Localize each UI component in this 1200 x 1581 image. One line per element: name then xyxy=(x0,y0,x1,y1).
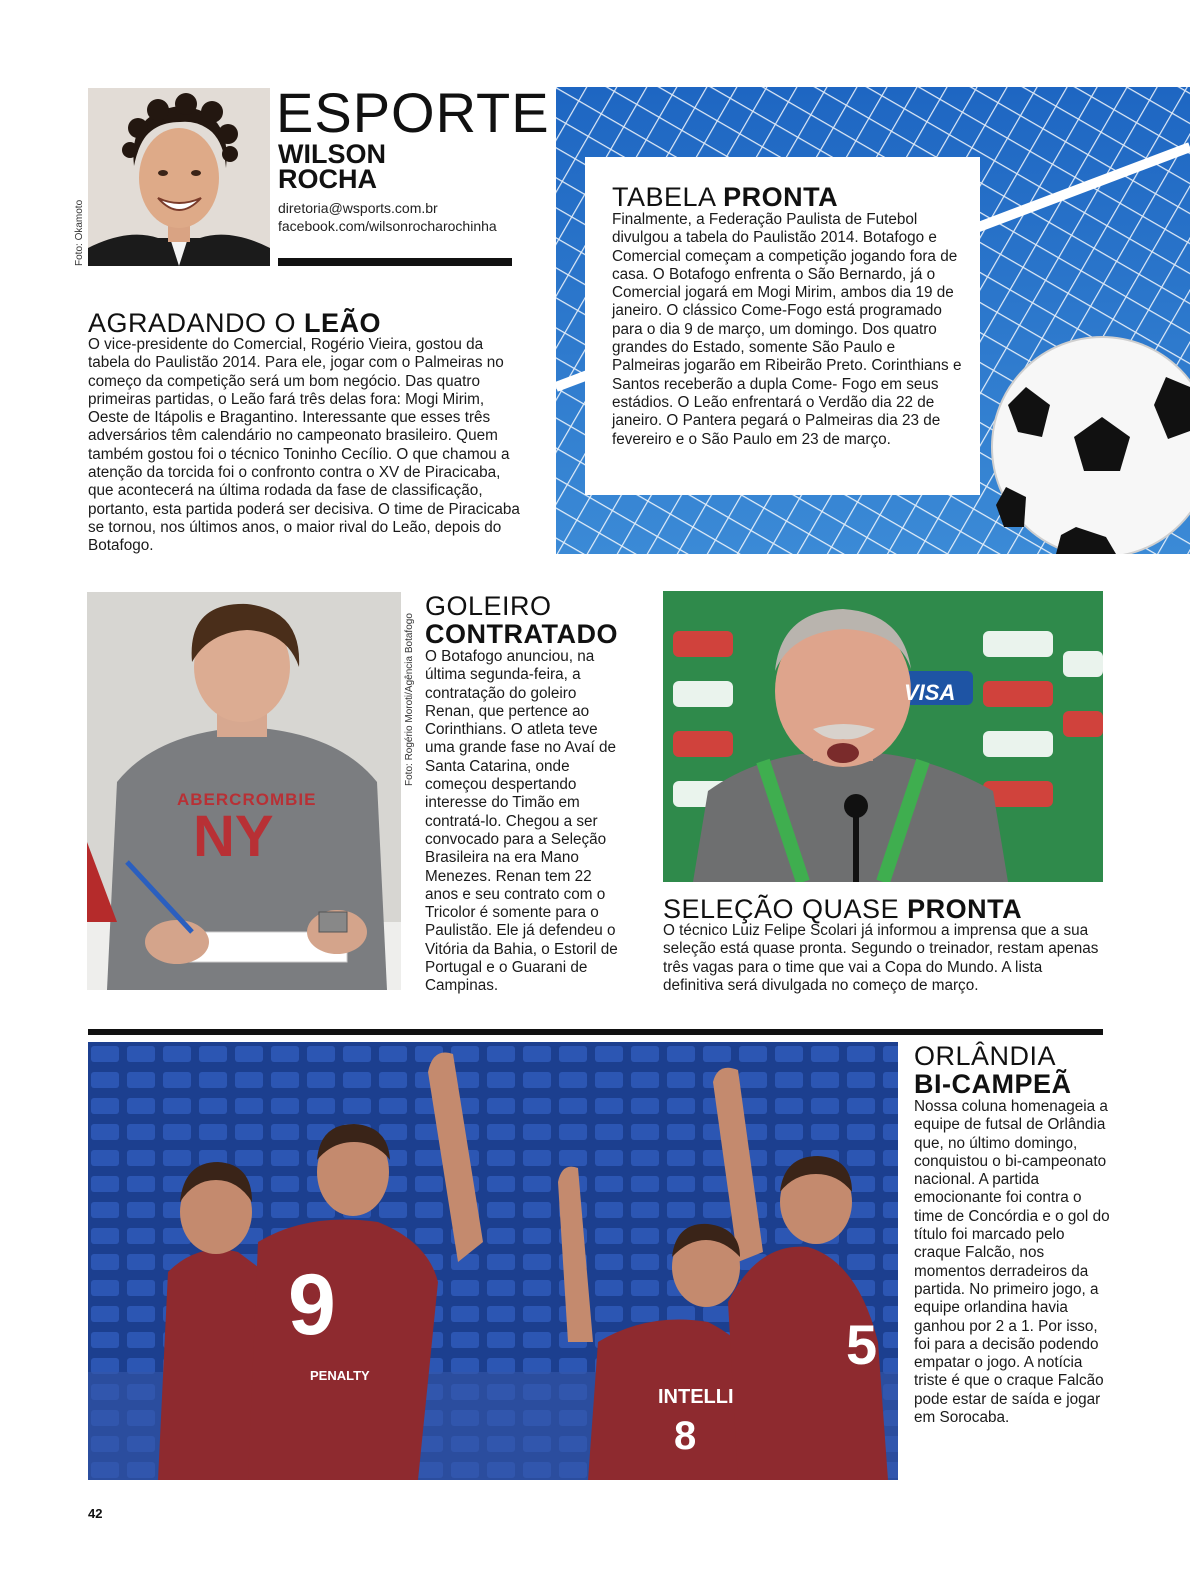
tabela-title-bold: PRONTA xyxy=(723,182,839,212)
jersey-number-8: 8 xyxy=(674,1414,697,1458)
shirt-text-brand: ABERCROMBIE xyxy=(177,790,317,809)
section-rule xyxy=(88,1029,1103,1035)
tabela-title xyxy=(612,184,838,211)
tabela-title-light: TABELA xyxy=(612,182,716,212)
goleiro-body: O Botafogo anunciou, na última segunda-feira, a contratação do goleiro Renan, que pertence ao Corinthians. O atleta teve uma grande fase no Avaí de Santa Catarina, onde começou despertando interesse do Timão em contratá-lo. Chegou a ser convocado para a Seleção Brasileira na era Mano Menezes. Renan tem 22 anos e seu contrato com o Tricolor é somente para o Paulistão. Ele já defendeu o Vitória da Bahia, o Estoril de Portugal e o Guarani de Campinas. xyxy=(425,648,618,995)
goalkeeper-photo xyxy=(87,592,401,990)
selecao-title xyxy=(663,896,1022,923)
tabela-body: Finalmente, a Federação Paulista de Futebol divulgou a tabela do Paulistão 2014. Botafogo e Comercial começam a competição jogando fora de casa. O Botafogo enfrenta o São Bernardo, já o Comercial jogará em Mogi Mirim, ambos dia 19 de janeiro. O clássico Come-Fogo está programado para o dia 9 de março, um domingo. Dos quatro grandes do Estado, somente São Paulo e Palmeiras jogarão em Ribeirão Preto. Corinthians e Santos receberão a dupla Come- Fogo em seus estádios. O Leão enfrentará o Verdão dia 22 de janeiro. O Pantera pegará o Palmeiras dia 23 de fevereiro e o São Paulo em 23 de março. xyxy=(612,211,962,448)
author-name xyxy=(278,139,386,194)
shirt-text-ny: NY xyxy=(193,804,274,869)
jersey-number-9: 9 xyxy=(288,1257,336,1353)
futsal-team-photo xyxy=(88,1042,898,1480)
author-name-line2: ROCHA xyxy=(278,164,377,194)
goalkeeper-photo-credit: Foto: Rogério Moroti/Agência Botafogo xyxy=(404,613,415,786)
jersey-number-5: 5 xyxy=(846,1313,878,1376)
leao-title-light: AGRADANDO O xyxy=(88,308,297,338)
jersey-sponsor-penalty: PENALTY xyxy=(310,1368,370,1383)
header-rule xyxy=(278,258,512,266)
orlandia-title-light: ORLÂNDIA xyxy=(914,1041,1057,1071)
coach-photo xyxy=(663,591,1103,882)
leao-title-bold: LEÃO xyxy=(304,308,382,338)
columnist-photo xyxy=(88,88,270,266)
goleiro-title xyxy=(425,592,618,648)
leao-title xyxy=(88,310,381,337)
section-title: ESPORTE xyxy=(276,81,550,144)
goleiro-title-light: GOLEIRO xyxy=(425,591,552,621)
backdrop-logo: VISA xyxy=(904,680,956,705)
page-number: 42 xyxy=(88,1506,103,1521)
columnist-photo-credit: Foto: Okamoto xyxy=(74,199,85,266)
jersey-sponsor-intelli: INTELLI xyxy=(658,1386,734,1408)
author-facebook[interactable]: facebook.com/wilsonrocharochinha xyxy=(278,218,497,234)
leao-body: O vice-presidente do Comercial, Rogério Vieira, gostou da tabela do Paulistão 2014. Para ele, jogar com o Palmeiras no começo da competição será um bom negócio. Das quatro primeiras partidas, o Leão fará três delas fora: Mogi Mirim, Oeste de Itápolis e Bragantino. Interessante que esses três adversários têm calendário no campeonato brasileiro. Quem também gostou foi o técnico Toninho Cecílio. O que chamou a atenção da torcida foi o confronto contra o XV de Piracicaba, que acontecerá na última rodada da fase de classificação, portanto, esta partida poderá ser decisiva. O time de Piracicaba se tornou, nos últimos anos, o maior rival do Leão, depois do Botafogo. xyxy=(88,336,520,555)
orlandia-title-bold: BI-CAMPEÃ xyxy=(914,1069,1072,1099)
orlandia-title xyxy=(914,1042,1072,1098)
selecao-title-bold: PRONTA xyxy=(907,894,1023,924)
goleiro-title-bold: CONTRATADO xyxy=(425,619,618,649)
selecao-title-light: SELEÇÃO QUASE xyxy=(663,894,900,924)
selecao-body: O técnico Luiz Felipe Scolari já informou a imprensa que a sua seleção está quase pronta. Segundo o treinador, restam apenas três vagas para o time que vai a Copa do Mundo. A lista definitiva será divulgada no começo de março. xyxy=(663,922,1099,994)
orlandia-body: Nossa coluna homenageia a equipe de futsal de Orlândia que, no último domingo, conquistou o bi-campeonato nacional. A partida emocionante foi contra o time de Concórdia e o gol do título foi marcado pelo craque Falcão, nos momentos derradeiros da partida. No primeiro jogo, a equipe orlandina havia ganhou por 2 a 1. Por isso, foi para a decisão podendo empatar o jogo. A notícia triste é que o craque Falcão pode estar de saída e jogar em Sorocaba. xyxy=(914,1098,1110,1427)
author-name-line1: WILSON xyxy=(278,139,386,169)
author-email[interactable]: diretoria@wsports.com.br xyxy=(278,200,438,216)
